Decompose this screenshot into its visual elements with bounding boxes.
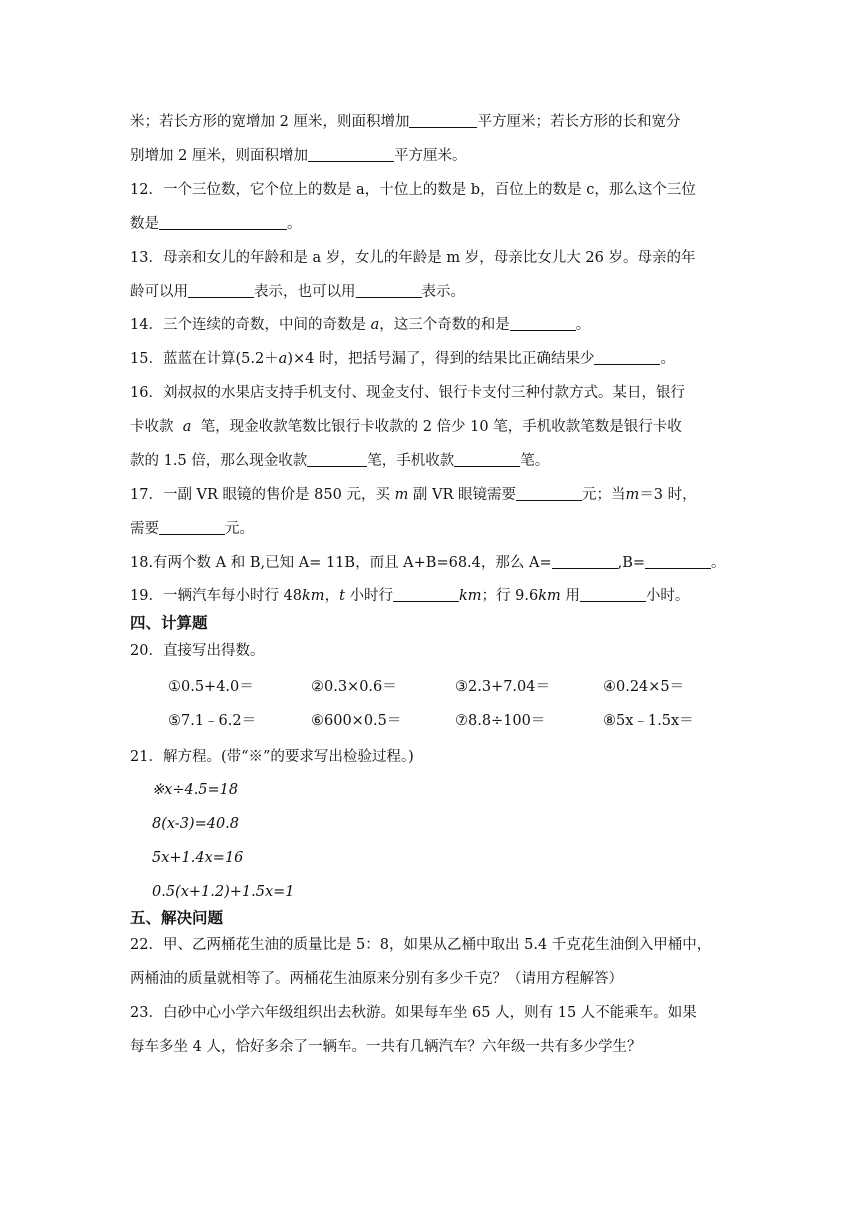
q20-title: 20．直接写出得数。	[130, 643, 265, 659]
q16-line1	[130, 383, 730, 403]
calc-item-8: ⑧5x﹣1.5x＝	[603, 713, 694, 729]
q17-variable-2: m	[625, 487, 640, 503]
q17-text-2: 副 VR 眼镜需要	[412, 487, 517, 503]
q23-line1: 23．白砂中心小学六年级组织出去秋游。如果每车坐 65 人，则有 15 人不能乘车。如果	[130, 1005, 697, 1021]
q12-line1	[130, 180, 730, 200]
q15-variable: a	[278, 351, 288, 367]
answer-blank[interactable]	[510, 316, 576, 331]
q16-line3	[130, 451, 730, 471]
equation-1: ※x÷4.5=18	[152, 782, 239, 798]
q23-line2: 每车多坐 4 人，恰好多余了一辆车。一共有几辆汽车？六年级一共有多少学生？	[130, 1039, 642, 1055]
calc-item-6: ⑥600×0.5＝	[311, 713, 402, 729]
q17-text-1: 17．一副 VR 眼镜的售价是 850 元，买	[130, 487, 390, 503]
q16-text-3: 笔，现金收款笔数比银行卡收款的 2 倍少 10 笔，手机收款笔数是银行卡收	[200, 419, 682, 435]
calc-item-7: ⑦8.8÷100＝	[455, 713, 546, 729]
q19-text-1: 19．一辆汽车每小时行 48	[130, 588, 303, 604]
q14-text-3: 。	[575, 317, 591, 333]
q22-line2: 两桶油的质量就相等了。两桶花生油原来分别有多少千克？（请用方程解答）	[130, 971, 623, 987]
equation-2: 8(x-3)=40.8	[152, 816, 240, 832]
q19-text-6: 小时。	[645, 588, 690, 604]
answer-blank[interactable]	[552, 554, 618, 569]
answer-blank[interactable]	[308, 147, 394, 162]
q13-text-4: 表示。	[421, 284, 465, 300]
q11-line2	[130, 146, 730, 166]
q12-text-3: 。	[287, 216, 302, 232]
q13-text-2: 龄可以用	[130, 284, 188, 300]
q11-text-2: 平方厘米；若长方形的长和宽分	[477, 114, 681, 130]
q12-text-2: 数是	[130, 216, 159, 232]
answer-blank[interactable]	[580, 587, 646, 602]
q21-title: 21．解方程。(带“※”的要求写出检验过程。)	[130, 749, 414, 765]
q17-text-3: 元；当	[582, 487, 626, 503]
q11-text-1: 米；若长方形的宽增加 2 厘米，则面积增加	[130, 114, 410, 130]
calc-item-2: ②0.3×0.6＝	[311, 679, 397, 695]
section-heading-problems: 五、解决问题	[130, 909, 224, 927]
q16-line2	[130, 417, 730, 437]
q22-line1: 22．甲、乙两桶花生油的质量比是 5：8，如果从乙桶中取出 5.4 千克花生油倒入甲桶中，	[130, 937, 712, 953]
q17-variable: m	[394, 487, 409, 503]
q12-text-1: 12．一个三位数，它个位上的数是 a，十位上的数是 b，百位上的数是 c，那么这个三位	[130, 182, 696, 198]
q19-unit-2: km	[459, 588, 482, 604]
q15-text-1: 15．蓝蓝在计算(5.2＋	[130, 351, 279, 367]
answer-blank[interactable]	[454, 452, 520, 467]
q16-text-1: 16．刘叔叔的水果店支持手机支付、现金支付、银行卡支付三种付款方式。某日，银行	[130, 385, 685, 401]
q19-unit-3: km	[538, 588, 561, 604]
q19-unit: km	[302, 588, 325, 604]
q12-line2	[130, 214, 730, 234]
q11-text-4: 平方厘米。	[393, 148, 467, 164]
q19-variable: t	[339, 588, 345, 604]
q14-variable: a	[370, 317, 380, 333]
q16-text-2: 卡收款	[130, 419, 174, 435]
q13-line2	[130, 282, 730, 302]
calc-item-5: ⑤7.1﹣6.2＝	[168, 713, 257, 729]
calc-item-4: ④0.24×5＝	[603, 679, 685, 695]
answer-blank[interactable]	[594, 350, 660, 365]
answer-blank[interactable]	[409, 113, 477, 128]
q18-text-3: 。	[711, 555, 726, 571]
answer-blank[interactable]	[159, 520, 225, 535]
q19-text-5: 用	[560, 588, 580, 604]
q19-text-3: 小时行	[344, 588, 393, 604]
q13-text-3: 表示，也可以用	[254, 284, 356, 300]
q17-text-5: 需要	[130, 521, 159, 537]
q14-line	[130, 315, 730, 335]
q19-text-2: ，	[324, 588, 340, 604]
answer-blank[interactable]	[516, 486, 582, 501]
q16-text-5: 笔，手机收款	[367, 453, 455, 469]
q13-text-1: 13．母亲和女儿的年龄和是 a 岁，女儿的年龄是 m 岁，母亲比女儿大 26 岁。母亲的年	[130, 250, 696, 266]
q14-text-2: ，这三个奇数的和是	[379, 317, 510, 333]
answer-blank[interactable]	[307, 452, 367, 467]
q19-line	[130, 586, 730, 606]
answer-blank[interactable]	[159, 215, 287, 230]
q14-text-1: 14．三个连续的奇数，中间的奇数是	[130, 317, 366, 333]
q15-line	[130, 349, 730, 369]
q16-text-6: 笔。	[520, 453, 550, 469]
answer-blank[interactable]	[356, 283, 422, 298]
q18-text-2: ,B=	[617, 555, 646, 571]
equation-3: 5x+1.4x=16	[152, 850, 244, 866]
q15-text-3: 。	[660, 351, 675, 367]
q16-text-4: 款的 1.5 倍，那么现金收款	[130, 453, 308, 469]
calc-item-1: ①0.5+4.0＝	[168, 679, 254, 695]
q17-text-4: ＝3 时，	[639, 487, 697, 503]
section-heading-calculation: 四、计算题	[130, 614, 208, 632]
answer-blank[interactable]	[393, 587, 459, 602]
q18-line	[130, 553, 730, 573]
q17-text-6: 元。	[225, 521, 254, 537]
q15-text-2: )×4 时，把括号漏了，得到的结果比正确结果少	[287, 351, 595, 367]
q11-line1	[130, 112, 730, 132]
q13-line1	[130, 248, 730, 268]
q17-line1	[130, 485, 730, 505]
answer-blank[interactable]	[645, 554, 711, 569]
q11-text-3: 别增加 2 厘米，则面积增加	[130, 148, 308, 164]
q17-line2	[130, 519, 730, 539]
answer-blank[interactable]	[188, 283, 254, 298]
calc-item-3: ③2.3+7.04＝	[455, 679, 550, 695]
q18-text-1: 18.有两个数 A 和 B,已知 A= 11B，而且 A+B=68.4，那么 A=	[130, 555, 552, 571]
equation-4: 0.5(x+1.2)+1.5x=1	[152, 884, 295, 900]
q19-text-4: ；行 9.6	[481, 588, 539, 604]
q16-variable: a	[182, 419, 192, 435]
